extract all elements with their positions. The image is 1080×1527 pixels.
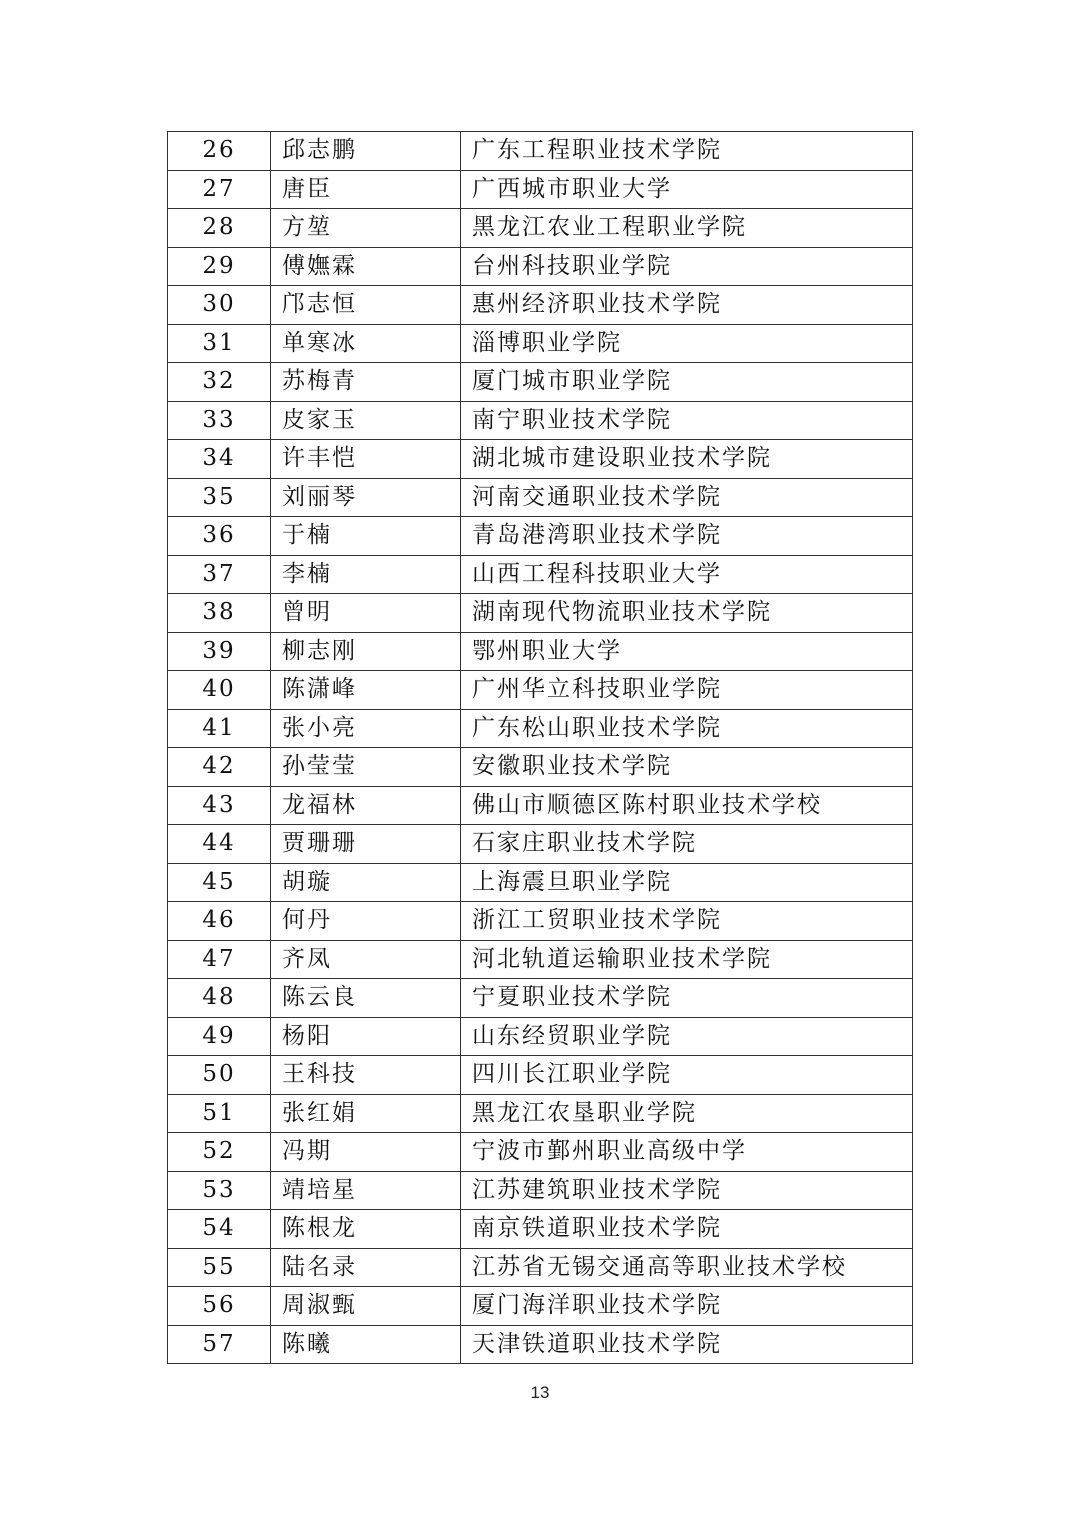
name-cell: 柳志刚 <box>271 632 461 671</box>
name-cell: 孙莹莹 <box>271 748 461 787</box>
school-cell: 天津铁道职业技术学院 <box>461 1325 913 1364</box>
school-cell: 南宁职业技术学院 <box>461 401 913 440</box>
table-row <box>168 1325 913 1364</box>
name-cell: 邱志鹏 <box>271 132 461 171</box>
row-number-cell: 36 <box>168 517 271 556</box>
table-row <box>168 1171 913 1210</box>
table-row <box>168 902 913 941</box>
row-number-cell: 56 <box>168 1287 271 1326</box>
school-cell: 佛山市顺德区陈村职业技术学校 <box>461 786 913 825</box>
name-cell: 方堃 <box>271 209 461 248</box>
name-cell: 于楠 <box>271 517 461 556</box>
school-cell: 淄博职业学院 <box>461 324 913 363</box>
name-cell: 李楠 <box>271 555 461 594</box>
row-number-cell: 27 <box>168 170 271 209</box>
row-number-cell: 33 <box>168 401 271 440</box>
table-row <box>168 1248 913 1287</box>
name-cell: 许丰恺 <box>271 440 461 479</box>
row-number-cell: 34 <box>168 440 271 479</box>
table-row <box>168 825 913 864</box>
row-number-cell: 26 <box>168 132 271 171</box>
table-row <box>168 863 913 902</box>
table-row <box>168 1094 913 1133</box>
roster-table-body <box>168 132 913 1364</box>
school-cell: 鄂州职业大学 <box>461 632 913 671</box>
table-row <box>168 1210 913 1249</box>
table-row <box>168 440 913 479</box>
row-number-cell: 49 <box>168 1017 271 1056</box>
table-row <box>168 940 913 979</box>
table-row <box>168 1017 913 1056</box>
row-number-cell: 32 <box>168 363 271 402</box>
row-number-cell: 45 <box>168 863 271 902</box>
name-cell: 曾明 <box>271 594 461 633</box>
school-cell: 广东松山职业技术学院 <box>461 709 913 748</box>
school-cell: 山西工程科技职业大学 <box>461 555 913 594</box>
table-row <box>168 979 913 1018</box>
school-cell: 石家庄职业技术学院 <box>461 825 913 864</box>
name-cell: 邝志恒 <box>271 286 461 325</box>
table-row <box>168 786 913 825</box>
school-cell: 南京铁道职业技术学院 <box>461 1210 913 1249</box>
name-cell: 杨阳 <box>271 1017 461 1056</box>
school-cell: 湖南现代物流职业技术学院 <box>461 594 913 633</box>
row-number-cell: 30 <box>168 286 271 325</box>
table-row <box>168 247 913 286</box>
school-cell: 河南交通职业技术学院 <box>461 478 913 517</box>
row-number-cell: 28 <box>168 209 271 248</box>
school-cell: 广州华立科技职业学院 <box>461 671 913 710</box>
school-cell: 江苏省无锡交通高等职业技术学校 <box>461 1248 913 1287</box>
row-number-cell: 44 <box>168 825 271 864</box>
row-number-cell: 43 <box>168 786 271 825</box>
name-cell: 张小亮 <box>271 709 461 748</box>
row-number-cell: 55 <box>168 1248 271 1287</box>
name-cell: 陆名录 <box>271 1248 461 1287</box>
name-cell: 陈云良 <box>271 979 461 1018</box>
name-cell: 陈潇峰 <box>271 671 461 710</box>
row-number-cell: 47 <box>168 940 271 979</box>
name-cell: 单寒冰 <box>271 324 461 363</box>
name-cell: 齐凤 <box>271 940 461 979</box>
school-cell: 黑龙江农垦职业学院 <box>461 1094 913 1133</box>
row-number-cell: 48 <box>168 979 271 1018</box>
row-number-cell: 57 <box>168 1325 271 1364</box>
name-cell: 皮家玉 <box>271 401 461 440</box>
row-number-cell: 50 <box>168 1056 271 1095</box>
school-cell: 安徽职业技术学院 <box>461 748 913 787</box>
school-cell: 广东工程职业技术学院 <box>461 132 913 171</box>
name-cell: 胡璇 <box>271 863 461 902</box>
name-cell: 贾珊珊 <box>271 825 461 864</box>
table-row <box>168 555 913 594</box>
name-cell: 苏梅青 <box>271 363 461 402</box>
table-row <box>168 170 913 209</box>
school-cell: 山东经贸职业学院 <box>461 1017 913 1056</box>
school-cell: 厦门海洋职业技术学院 <box>461 1287 913 1326</box>
row-number-cell: 35 <box>168 478 271 517</box>
page-number: 13 <box>530 1383 550 1402</box>
row-number-cell: 46 <box>168 902 271 941</box>
table-row <box>168 594 913 633</box>
table-row <box>168 748 913 787</box>
table-row <box>168 209 913 248</box>
school-cell: 湖北城市建设职业技术学院 <box>461 440 913 479</box>
name-cell: 唐臣 <box>271 170 461 209</box>
school-cell: 江苏建筑职业技术学院 <box>461 1171 913 1210</box>
table-row <box>168 478 913 517</box>
row-number-cell: 52 <box>168 1133 271 1172</box>
name-cell: 王科技 <box>271 1056 461 1095</box>
table-row <box>168 709 913 748</box>
table-row <box>168 517 913 556</box>
table-row <box>168 1287 913 1326</box>
name-cell: 张红娟 <box>271 1094 461 1133</box>
school-cell: 四川长江职业学院 <box>461 1056 913 1095</box>
name-cell: 冯期 <box>271 1133 461 1172</box>
table-row <box>168 671 913 710</box>
row-number-cell: 54 <box>168 1210 271 1249</box>
row-number-cell: 41 <box>168 709 271 748</box>
table-row <box>168 632 913 671</box>
name-cell: 刘丽琴 <box>271 478 461 517</box>
school-cell: 惠州经济职业技术学院 <box>461 286 913 325</box>
table-row <box>168 324 913 363</box>
school-cell: 宁夏职业技术学院 <box>461 979 913 1018</box>
row-number-cell: 39 <box>168 632 271 671</box>
row-number-cell: 51 <box>168 1094 271 1133</box>
row-number-cell: 42 <box>168 748 271 787</box>
name-cell: 傅嫵霖 <box>271 247 461 286</box>
school-cell: 浙江工贸职业技术学院 <box>461 902 913 941</box>
roster-table <box>167 131 913 1364</box>
school-cell: 厦门城市职业学院 <box>461 363 913 402</box>
name-cell: 龙福林 <box>271 786 461 825</box>
school-cell: 青岛港湾职业技术学院 <box>461 517 913 556</box>
name-cell: 陈根龙 <box>271 1210 461 1249</box>
name-cell: 何丹 <box>271 902 461 941</box>
school-cell: 台州科技职业学院 <box>461 247 913 286</box>
school-cell: 上海震旦职业学院 <box>461 863 913 902</box>
table-row <box>168 1133 913 1172</box>
table-row <box>168 401 913 440</box>
school-cell: 河北轨道运输职业技术学院 <box>461 940 913 979</box>
school-cell: 广西城市职业大学 <box>461 170 913 209</box>
table-row <box>168 286 913 325</box>
school-cell: 宁波市鄞州职业高级中学 <box>461 1133 913 1172</box>
table-row <box>168 1056 913 1095</box>
name-cell: 周淑甄 <box>271 1287 461 1326</box>
row-number-cell: 53 <box>168 1171 271 1210</box>
row-number-cell: 38 <box>168 594 271 633</box>
row-number-cell: 37 <box>168 555 271 594</box>
table-row <box>168 363 913 402</box>
table-row <box>168 132 913 171</box>
row-number-cell: 29 <box>168 247 271 286</box>
school-cell: 黑龙江农业工程职业学院 <box>461 209 913 248</box>
row-number-cell: 40 <box>168 671 271 710</box>
row-number-cell: 31 <box>168 324 271 363</box>
name-cell: 陈曦 <box>271 1325 461 1364</box>
name-cell: 靖培星 <box>271 1171 461 1210</box>
